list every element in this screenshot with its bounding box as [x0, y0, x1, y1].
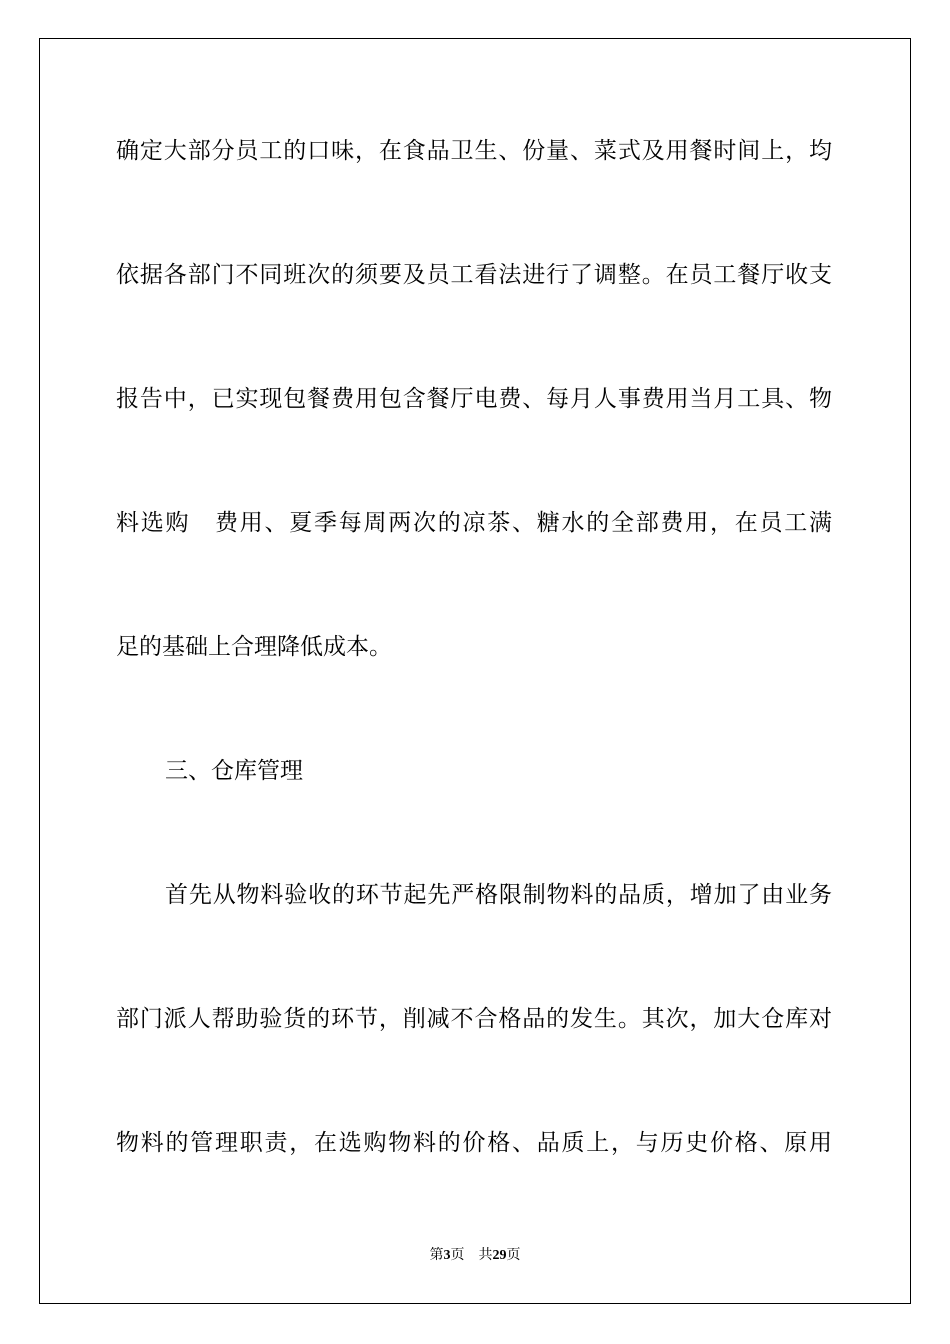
paragraph-line-5: 足的基础上合理降低成本。	[116, 634, 392, 660]
paragraph-line-2: 依据各部门不同班次的须要及员工看法进行了调整。在员工餐厅收支	[116, 262, 832, 288]
section-heading: 三、仓库管理	[165, 758, 303, 784]
footer-page-suffix: 页	[450, 1248, 465, 1263]
paragraph-line-3: 报告中，已实现包餐费用包含餐厅电费、每月人事费用当月工具、物	[116, 386, 832, 412]
paragraph-line-4: 料选购 费用、夏季每周两次的凉茶、糖水的全部费用，在员工满	[116, 510, 832, 536]
footer-page-current: 3	[443, 1248, 451, 1263]
page-border	[39, 38, 911, 1304]
footer-page-prefix: 第	[429, 1248, 444, 1263]
footer-page-total: 29	[492, 1248, 507, 1263]
paragraph-line-7: 部门派人帮助验货的环节，削减不合格品的发生。其次，加大仓库对	[116, 1006, 832, 1032]
footer-total-suffix: 页	[506, 1248, 521, 1263]
paragraph-line-8: 物料的管理职责，在选购物料的价格、品质上，与历史价格、原用	[116, 1130, 832, 1156]
page-footer	[0, 1246, 950, 1266]
footer-total-prefix: 共	[478, 1248, 493, 1263]
paragraph-line-1: 确定大部分员工的口味，在食品卫生、份量、菜式及用餐时间上，均	[116, 138, 832, 164]
paragraph-line-6: 首先从物料验收的环节起先严格限制物料的品质，增加了由业务	[165, 882, 832, 908]
